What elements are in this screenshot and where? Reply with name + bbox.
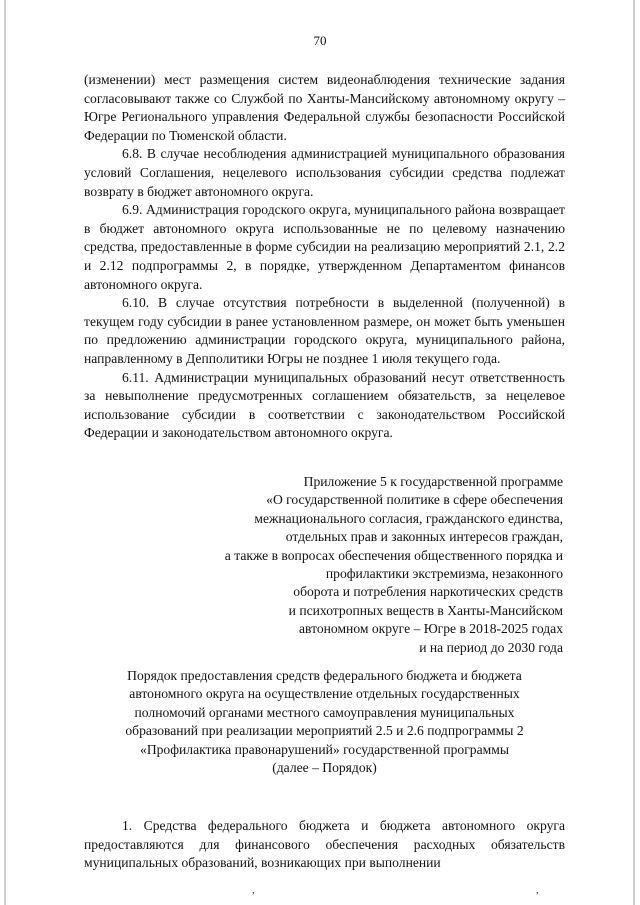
appendix-line: оборота и потребления наркотических средств bbox=[293, 584, 563, 600]
heading-line: «Профилактика правонарушений» государственной программы bbox=[140, 741, 509, 757]
appendix-line: автономном округе – Югре в 2018-2025 годах bbox=[298, 621, 563, 637]
paragraph-6-9: 6.9. Администрация городского округа, муниципального района возвращает в бюджет автономного округа использованные не по целевому назначению средства, предоставленные в форме субсидии на реализацию мероприятий 2.1, 2.2 и 2.12 подпрограммы 2, в порядке, утвержденном Департаментом финансов автономного округа. bbox=[84, 202, 565, 292]
appendix-line: и на период до 2030 года bbox=[419, 639, 563, 655]
appendix-line: профилактики экстремизма, незаконного bbox=[325, 566, 563, 582]
page-edge-right bbox=[633, 0, 635, 905]
paragraph-6-8: 6.8. В случае несоблюдения администрацией муниципального образования условий Соглашения, нецелевого использования субсидии средства подлежат возврату в бюджет автономного округа. bbox=[84, 146, 565, 199]
heading-line: полномочий органами местного самоуправления муниципальных bbox=[134, 704, 515, 720]
appendix-line: и психотропных веществ в Ханты-Мансийском bbox=[288, 602, 563, 618]
heading-line: образований при реализации мероприятий 2.5 и 2.6 подпрограммы 2 bbox=[125, 723, 524, 739]
heading-line: (далее – Порядок) bbox=[272, 760, 377, 776]
heading-line: автономного округа на осуществление отдельных государственных bbox=[129, 686, 520, 702]
bottom-mark: , bbox=[536, 884, 539, 896]
paragraph-continuation: (изменении) мест размещения систем видеонаблюдения технические задания согласовывают также со Службой по Ханты-Мансийскому автономному округу – Югре Регионального управления Федеральной службы безопасности Российской Федерации по Тюменской области. bbox=[84, 72, 565, 143]
bottom-mark: , bbox=[252, 884, 255, 896]
page-edge-left bbox=[4, 0, 6, 905]
appendix-line: Приложение 5 к государственной программе bbox=[303, 474, 563, 489]
appendix-caption bbox=[150, 473, 563, 657]
appendix-line: межнационального согласия, гражданского единства, bbox=[254, 510, 563, 526]
procedure-heading bbox=[84, 667, 565, 777]
body-text bbox=[84, 71, 565, 443]
paragraph-point-1: 1. Средства федерального бюджета и бюджета автономного округа предоставляются для финансового обеспечения расходных обязательств муниципальных образований, возникающих при выполнении bbox=[84, 818, 565, 871]
heading-line: Порядок предоставления средств федерального бюджета и бюджета bbox=[127, 668, 522, 683]
paragraph-6-11: 6.11. Администрации муниципальных образований несут ответственность за невыполнение предусмотренных соглашением обязательств, за нецелевое использование субсидии в соответствии с законодательством Российской Федерации и законодательством автономного округа. bbox=[84, 369, 565, 441]
page-number: 70 bbox=[313, 33, 327, 48]
appendix-line: а также в вопросах обеспечения общественного порядка и bbox=[224, 547, 563, 563]
appendix-line: «О государственной политике в сфере обеспечения bbox=[266, 492, 563, 508]
paragraph-6-10: 6.10. В случае отсутствия потребности в выделенной (полученной) в текущем году субсидии в ранее установленном размере, он может быть уменьшен по предложению администрации городского округа, муниципального района, направленному в Депполитики Югры не позднее 1 июля текущего года. bbox=[84, 295, 565, 366]
appendix-line: отдельных прав и законных интересов граждан, bbox=[285, 529, 563, 545]
